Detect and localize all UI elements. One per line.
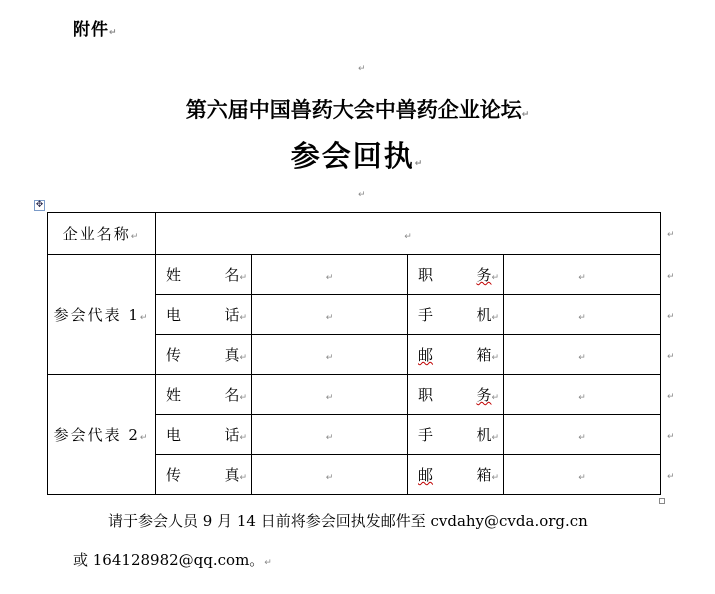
rep1-mobile-field[interactable]: ↵ [504,295,661,335]
document-subtitle: 参会回执↵ [290,139,425,173]
paragraph-mark-icon: ↵ [264,558,272,568]
rep1-phone-field[interactable]: ↵ [252,295,408,335]
end-of-row-mark-icon: ↵ [667,230,675,240]
table-row [48,255,661,295]
fax-label: 传 真↵ [156,455,252,495]
note-line-2: 或 164128982@qq.com。↵ [73,551,272,569]
end-of-row-mark-icon: ↵ [667,432,675,442]
name-label: 姓 名↵ [156,255,252,295]
reply-form-table [47,212,661,495]
paragraph-mark-icon: ↵ [139,433,150,443]
end-of-row-mark-icon: ↵ [667,392,675,402]
rep1-name-field[interactable]: ↵ [252,255,408,295]
paragraph-mark-icon: ↵ [358,190,366,200]
rep2-name-field[interactable]: ↵ [252,375,408,415]
paragraph-mark-icon: ↵ [130,232,141,242]
rep1-position-field[interactable]: ↵ [504,255,661,295]
rep2-position-field[interactable]: ↵ [504,375,661,415]
paragraph-mark-icon: ↵ [358,64,366,74]
attachment-label: 附件↵ [73,20,118,40]
rep2-phone-field[interactable]: ↵ [252,415,408,455]
position-label: 职 务↵ [408,255,504,295]
document-title: 第六届中国兽药大会中兽药企业论坛↵ [185,98,530,122]
table-row [48,375,661,415]
table-row [48,213,661,255]
paragraph-mark-icon: ↵ [109,28,118,38]
end-of-row-mark-icon: ↵ [667,272,675,282]
table-resize-handle-icon[interactable] [659,498,665,504]
rep2-email-field[interactable]: ↵ [504,455,661,495]
email-label: 邮 箱↵ [408,335,504,375]
paragraph-mark-icon: ↵ [414,159,425,169]
end-of-row-mark-icon: ↵ [667,352,675,362]
company-name-field[interactable] [156,213,661,255]
company-name-label: 企业名称↵ [48,213,156,255]
email-label: 邮 箱↵ [408,455,504,495]
rep2-mobile-field[interactable]: ↵ [504,415,661,455]
note-line-1: 请于参会人员 9 月 14 日前将参会回执发邮件至 cvdahy@cvda.org.cn [108,512,588,530]
paragraph-mark-icon: ↵ [139,313,150,323]
mobile-label: 手 机↵ [408,295,504,335]
rep1-email-field[interactable]: ↵ [504,335,661,375]
representative-1-label: 参会代表 1↵ [48,255,156,375]
end-of-row-mark-icon: ↵ [667,312,675,322]
rep2-fax-field[interactable]: ↵ [252,455,408,495]
fax-label: 传 真↵ [156,335,252,375]
position-label: 职 务↵ [408,375,504,415]
paragraph-mark-icon: ↵ [404,231,412,242]
phone-label: 电 话↵ [156,295,252,335]
representative-2-label: 参会代表 2↵ [48,375,156,495]
name-label: 姓 名↵ [156,375,252,415]
end-of-row-mark-icon: ↵ [667,472,675,482]
paragraph-mark-icon: ↵ [521,110,530,120]
mobile-label: 手 机↵ [408,415,504,455]
rep1-fax-field[interactable]: ↵ [252,335,408,375]
phone-label: 电 话↵ [156,415,252,455]
table-move-handle-icon[interactable]: ✥ [35,200,44,210]
